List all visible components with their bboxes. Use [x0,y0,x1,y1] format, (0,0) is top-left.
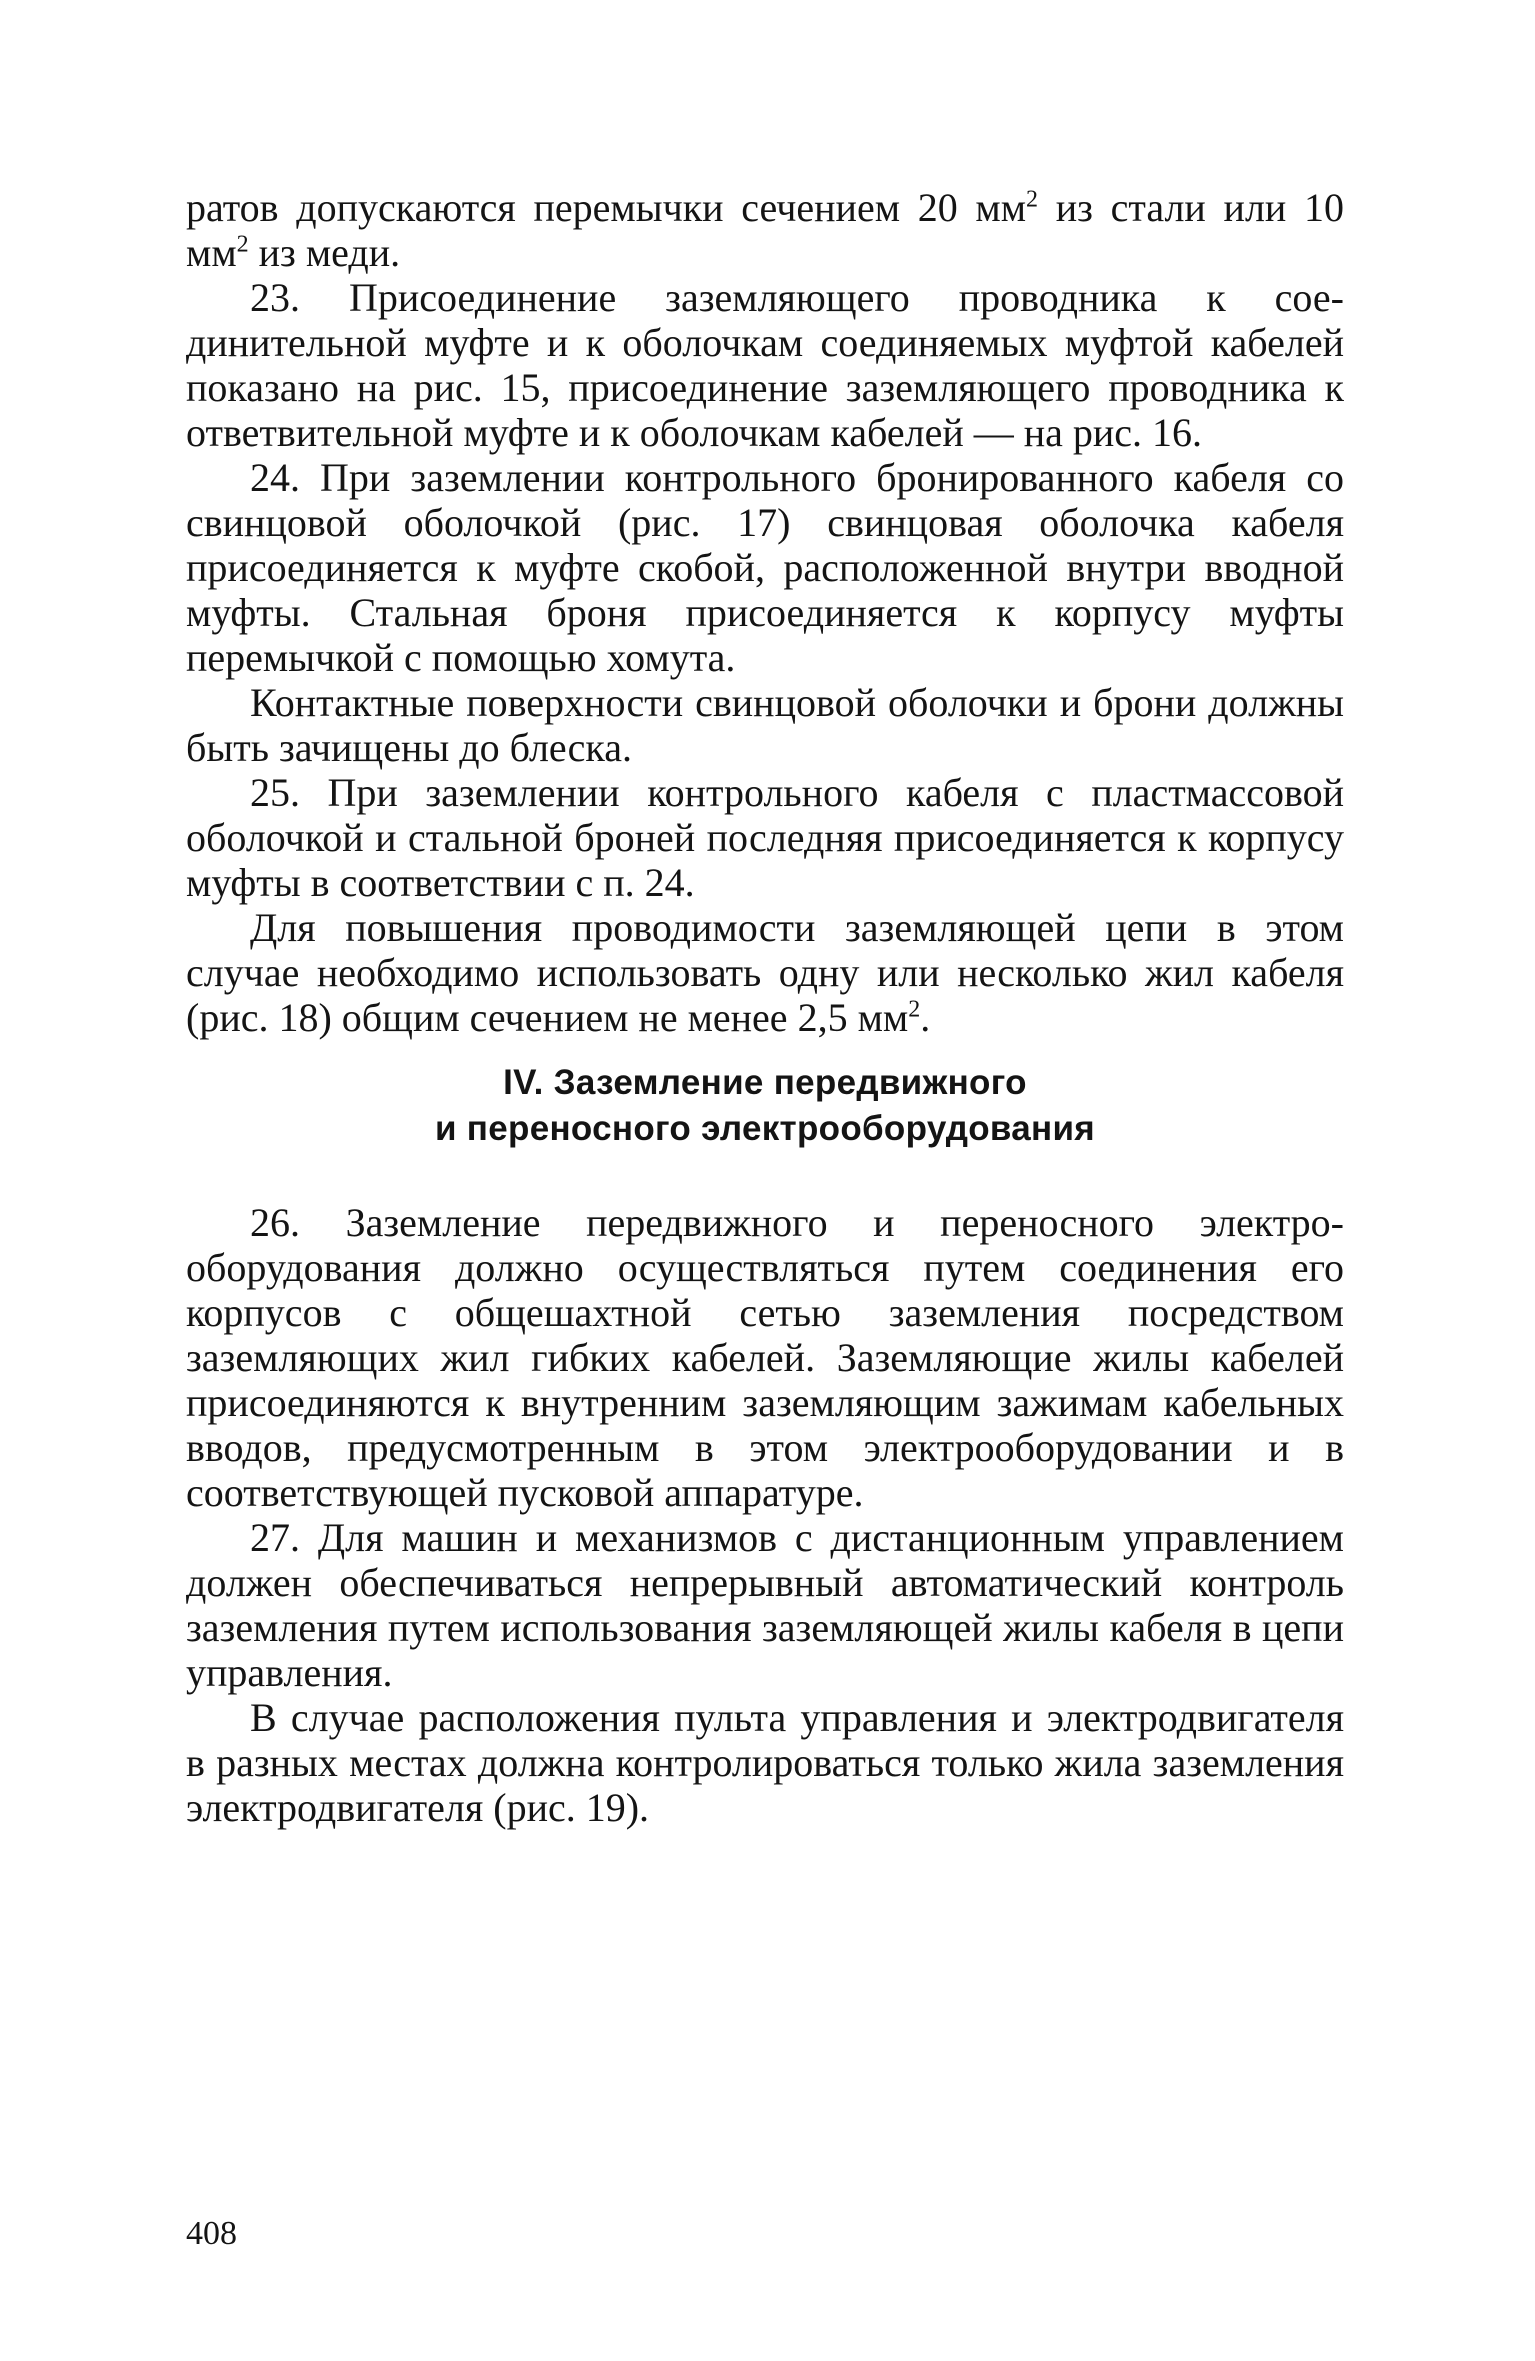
document-page [186,185,1344,1830]
page-number: 408 [186,2215,237,2252]
paragraph-24: 24. При заземлении контрольного бронированного кабеля со свинцовой оболочкой (рис. 17) свинцовая оболочка кабеля присоединяется к муфте скобой, расположенной внутри вводной муфты. Стальная броня присоединяется к корпусу муфты перемычкой с помощью хомута. [186,455,1344,680]
paragraph-25-conductivity: Для повышения проводимости заземляющей цепи в этом случае необходимо использовать одну или несколько жил кабеля (рис. 18) общим сечением не менее 2,5 $мм^2$. [186,905,1344,1040]
paragraph-23: 23. Присоединение заземляющего проводника к соединительной муфте и к оболочкам соединяемых муфтой кабелей показано на рис. 15, присоединение заземляющего проводника к ответвительной муфте и к оболочкам кабелей — на рис. 16. [186,275,1344,455]
section-heading [186,1060,1344,1152]
section-heading-line-2: и переносного электрооборудования [434,1109,1096,1148]
paragraph-26: 26. Заземление передвижного и переносного электрооборудования должно осуществляться путем соединения его корпусов с общешахтной сетью заземления посредством заземляющих жил гибких кабелей. Заземляющие жилы кабелей присоединяются к внутренним заземляющим зажимам кабельных вводов, предусмотренным в этом электрооборудовании и в соответствующей пусковой аппаратуре. [186,1200,1344,1515]
paragraph-25: 25. При заземлении контрольного кабеля с пластмассовой оболочкой и стальной броней последняя присоединяется к корпусу муфты в соответствии с п. 24. [186,770,1344,905]
paragraph-27-remote-panel: В случае расположения пульта управления и электродвигателя в разных местах должна контролироваться только жила заземления электродвигателя (рис. 19). [186,1695,1344,1830]
paragraph-27: 27. Для машин и механизмов с дистанционным управлением должен обеспечиваться непрерывный автоматический контроль заземления путем использования заземляющей жилы кабеля в цепи управления. [186,1515,1344,1695]
section-heading-line-1: IV. Заземление передвижного [503,1063,1027,1102]
paragraph-continuation: ратов допускаются перемычки сечением 20 $мм^2$ из стали или 10 $мм^2$ из меди. [186,185,1345,275]
paragraph-24-contacts: Контактные поверхности свинцовой оболочки и брони должны быть зачищены до блеска. [186,680,1344,770]
